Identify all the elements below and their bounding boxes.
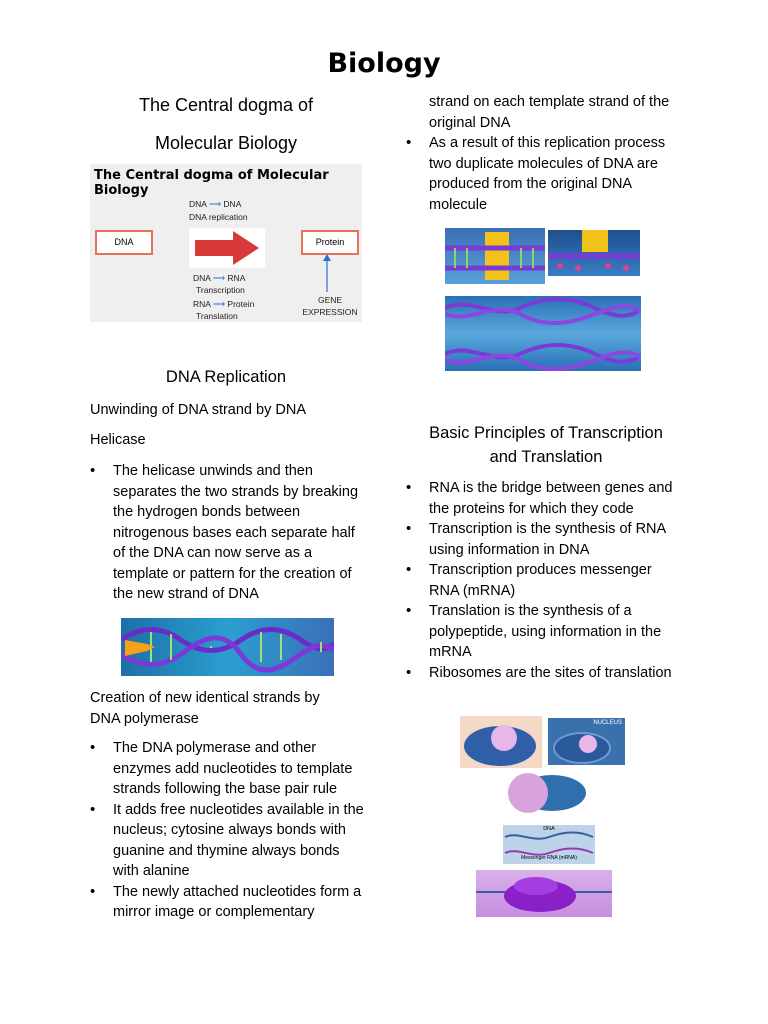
list-item: • The helicase unwinds and then separates the two strands by breaking the hydrogen bonds between nitrogenous bases each separate half of the DNA can now serve as a template or pattern for the creation of the new strand of DNA: [90, 461, 365, 605]
replication-result-list: [406, 133, 681, 215]
ribosome-icon: [476, 870, 612, 917]
dna-helix-icon: [121, 618, 334, 676]
translation-from: RNA: [193, 299, 211, 309]
helicase-bullet-list: [90, 461, 365, 605]
polymerase-icon: [548, 230, 640, 276]
unwinding-paragraph: [90, 400, 370, 451]
diagram-title: The Central dogma of Molecular Biology: [94, 168, 329, 198]
mrna-label: Messenger RNA (mRNA): [521, 855, 577, 861]
list-item: • The DNA polymerase and other enzymes add nucleotides to template strands following the base pair rule: [90, 738, 365, 800]
transcription-to: RNA: [227, 273, 246, 283]
polymerase-image: [548, 230, 640, 276]
central-dogma-diagram: [90, 164, 362, 322]
arrow-right-icon: ⟶: [212, 273, 226, 283]
dna-helix-icon: [445, 228, 545, 284]
dna-label: DNA: [543, 826, 555, 832]
nucleus-icon: [460, 716, 542, 768]
section-heading-transcription: [406, 422, 686, 469]
heading-line: The Central dogma of: [138, 95, 314, 115]
protein-box: Protein: [301, 230, 359, 255]
replication-from: DNA: [189, 199, 207, 209]
nucleus-image-2: [548, 718, 625, 765]
nucleus-label: NUCLEUS: [593, 720, 622, 726]
list-item: • It adds free nucleotides available in the nucleus; cytosine always bonds with guanine and thymine always bonds with alanine: [90, 800, 365, 882]
list-item: • As a result of this replication process two duplicate molecules of DNA are produced from the original DNA molecule: [406, 133, 681, 215]
paragraph-line: Unwinding of DNA strand by DNA: [90, 402, 306, 418]
replication-label: DNA replication: [189, 212, 248, 222]
transcription-row: [193, 272, 245, 284]
duplicate-dna-image: [445, 296, 641, 371]
list-item: • Transcription is the synthesis of RNA using information in DNA: [406, 519, 681, 560]
heading-line: Basic Principles of Transcription: [429, 424, 663, 442]
replication-fork-image: [445, 228, 545, 284]
paragraph-line: Helicase: [90, 432, 146, 448]
transcription-from: DNA: [193, 273, 211, 283]
arrow-right-icon: ⟶: [212, 299, 226, 309]
list-item: • The newly attached nucleotides form a mirror image or complementary: [90, 882, 365, 923]
dna-helix-icon: [445, 296, 641, 371]
helicase-dna-image: [121, 618, 334, 676]
transcription-bullet-list: [406, 478, 681, 683]
transcription-label: Transcription: [196, 285, 245, 295]
translation-row: [193, 298, 254, 310]
translation-label: Translation: [196, 311, 238, 321]
nucleus-icon: [500, 771, 588, 813]
list-item: • Ribosomes are the sites of translation: [406, 663, 681, 684]
polymerase-bullet-list: [90, 738, 365, 923]
gene-expression-label: [300, 294, 360, 318]
heading-line: Molecular Biology: [154, 133, 298, 153]
red-arrow-icon: [189, 228, 265, 268]
page-title: Biology: [327, 48, 441, 79]
replication-to: DNA: [223, 199, 242, 209]
dna-mrna-image: [503, 825, 595, 864]
arrow-up-icon: [322, 254, 332, 292]
translation-to: Protein: [227, 299, 255, 309]
arrow-panel: [189, 228, 265, 268]
section-heading-dna-replication: DNA Replication: [165, 368, 287, 386]
label-line: GENE: [317, 295, 343, 305]
section-heading-central-dogma: [90, 86, 362, 162]
nucleus-image-1: [460, 716, 542, 768]
replication-row: [189, 198, 241, 210]
heading-line: and Translation: [489, 447, 603, 466]
list-item: • Translation is the synthesis of a polypeptide, using information in the mRNA: [406, 601, 681, 663]
creation-paragraph: Creation of new identical strands by DNA polymerase: [90, 690, 320, 727]
arrow-right-icon: ⟶: [208, 199, 222, 209]
list-item: • RNA is the bridge between genes and the proteins for which they code: [406, 478, 681, 519]
list-item: • Transcription produces messenger RNA (mRNA): [406, 560, 681, 601]
translation-ribosome-image: [476, 870, 612, 917]
ribosome-nucleus-image: [500, 771, 588, 813]
continued-text: strand on each template strand of the original DNA: [429, 94, 670, 131]
dna-box: DNA: [95, 230, 153, 255]
label-line: EXPRESSION: [302, 307, 358, 317]
